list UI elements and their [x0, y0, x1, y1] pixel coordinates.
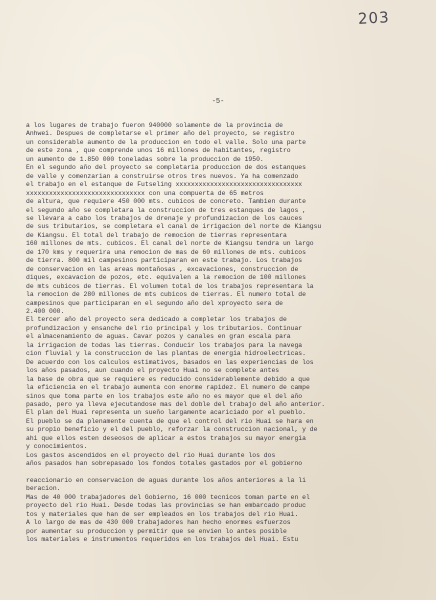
text-line: de tierra. 800 mil campesinos participaran en este trabajo. Los trabajos: [26, 257, 303, 265]
text-line: [26, 469, 418, 477]
text-line: la base de obra que se requiere es reducido considerablemente debido a que: [26, 375, 310, 383]
text-line: ahi que ellos esten deseosos de aplicar a estos trabajos su mayor energia: [26, 434, 306, 442]
handwritten-page-number: 203: [357, 8, 391, 28]
text-line: de Kiangsu. El total del trabajo de remocion de tierras representara: [26, 231, 287, 239]
text-line: reaccionario en conservacion de aguas durante los años anteriores a la li: [26, 477, 306, 485]
text-line: de 170 kms y requerira una remocion de mas de 60 millones de mts. cubicos: [26, 248, 306, 256]
text-line: sinos que toma parte en los trabajos este año no es mayor que el del año: [26, 392, 303, 400]
text-line: la irrigacion de todas las tierras. Conducir los trabajos para la navega: [26, 341, 303, 349]
text-line: el trabajo en el estanque de Futseling xxxxxxxxxxxxxxxxxxxxxxxxxxxxxxxxx: [26, 181, 303, 189]
text-line: los materiales e instrumentos requeridos en los trabajos del Huai. Estu: [26, 536, 299, 544]
text-line: de altura, que requiere 450 000 mts. cubicos de concreto. Tambien durante: [26, 198, 306, 206]
text-line: su propio beneficio y el del pueblo, reforzar la construccion nacional, y de: [26, 426, 318, 434]
text-line: de valle y comenzarian a construirse otros tres nuevos. Ya ha comenzado: [26, 172, 299, 180]
text-line: los años pasados, aun cuando el proyecto Huai no se complete antes: [26, 367, 280, 375]
text-line: la eficiencia en el trabajo aumenta con enorme rapidez. El numero de campe: [26, 384, 310, 392]
text-line: Mas de 40 000 trabajadores del Gobierno, 16 000 tecnicos toman parte en el: [26, 493, 310, 501]
text-line: de mts cubicos de tierras. El volumen total de los trabajos representara la: [26, 282, 314, 290]
text-line: un aumento de 1.850 000 toneladas sobre la produccion de 1950.: [26, 155, 264, 163]
text-line: profundizacion y ensanche del rio principal y los tributarios. Continuar: [26, 324, 303, 332]
text-line: pasado, pero ya lleva ejecutandose mas del doble del trabajo del año anterior.: [26, 400, 326, 408]
text-line: A lo largo de mas de 430 000 trabajadores han hecho enormes esfuerzos: [26, 519, 291, 527]
text-line: el almacenamiento de aguas. Cavar pozos y canales en gran escala para: [26, 333, 291, 341]
text-line: proyecto del rio Huai. Desde todas las provincias se han embarcado produc: [26, 502, 306, 510]
text-line: diques, excavacion de pozos, etc. equivalen a la remocion de 100 millones: [26, 274, 306, 282]
text-line: El tercer año del proyecto sera dedicado a completar los trabajos de: [26, 316, 287, 324]
text-line: 2.400 000.: [26, 307, 65, 315]
text-line: Anhwei. Despues de completarse el primer año del proyecto, se registro: [26, 130, 295, 138]
text-line: por aumentar su produccion y permitir que se envien lo antes posible: [26, 527, 287, 535]
text-line: el segundo año se completara la construccion de tres estanques de lagos ,: [26, 206, 306, 214]
text-line: y conocimientos.: [26, 443, 88, 451]
text-line: campesinos que participaran en el segundo año del xproyecto sera de: [26, 299, 283, 307]
text-line: De acuerdo con los calculos estimativos, basados en las experiencias de los: [26, 358, 314, 366]
text-line: cion fluvial y la construccion de las plantas de energia hidroelectricas.: [26, 350, 306, 358]
text-line: El pueblo se da plenamente cuenta de que el control del rio Huai se hara en: [26, 417, 314, 425]
text-line: beracion.: [26, 485, 61, 493]
text-line: 160 millones de mts. cubicos. El canal del norte de Kiangsu tendra un largo: [26, 240, 314, 248]
text-line: tos y materiales que han de ser empleados en los trabajos del rio Huai.: [26, 510, 299, 518]
body-text: [26, 122, 418, 545]
text-line: Los gastos ascendidos en el proyecto del rio Huai durante los dos: [26, 451, 276, 459]
text-line: un considerable aumento de la produccion en todo el valle. Solo una parte: [26, 138, 306, 146]
text-line: a los lugares de trabajo fueron 940000 solamente de la provincia de: [26, 122, 283, 129]
text-line: xxxxxxxxxxxxxxxxxxxxxxxxxxxxxxx con una compuerta de 65 metros: [26, 189, 264, 197]
text-line: años pasados han sobrepasado los fondos totales gastados por el gobierno: [26, 460, 303, 468]
text-line: la remocion de 280 millones de mts cubicos de tierras. El numero total de: [26, 291, 306, 299]
page-number: -5-: [211, 98, 225, 106]
text-line: de conservacion en las areas montañosas , excavaciones, construccion de: [26, 265, 299, 273]
text-line: En el segundo año del proyecto se completaria produccion de dos estanques: [26, 164, 306, 172]
text-line: El plan del Huai representa un sueño largamente acariciado por el pueblo.: [26, 409, 306, 417]
text-line: de este zona , que comprende unos 16 millones de habitantes, registro: [26, 147, 291, 155]
text-line: de sus tributarios, se completara el canal de irrigacion del norte de Kiangsu: [26, 223, 322, 231]
text-line: se llevara a cabo los trabajos de drenaje y profundizacion de los cauces: [26, 214, 303, 222]
